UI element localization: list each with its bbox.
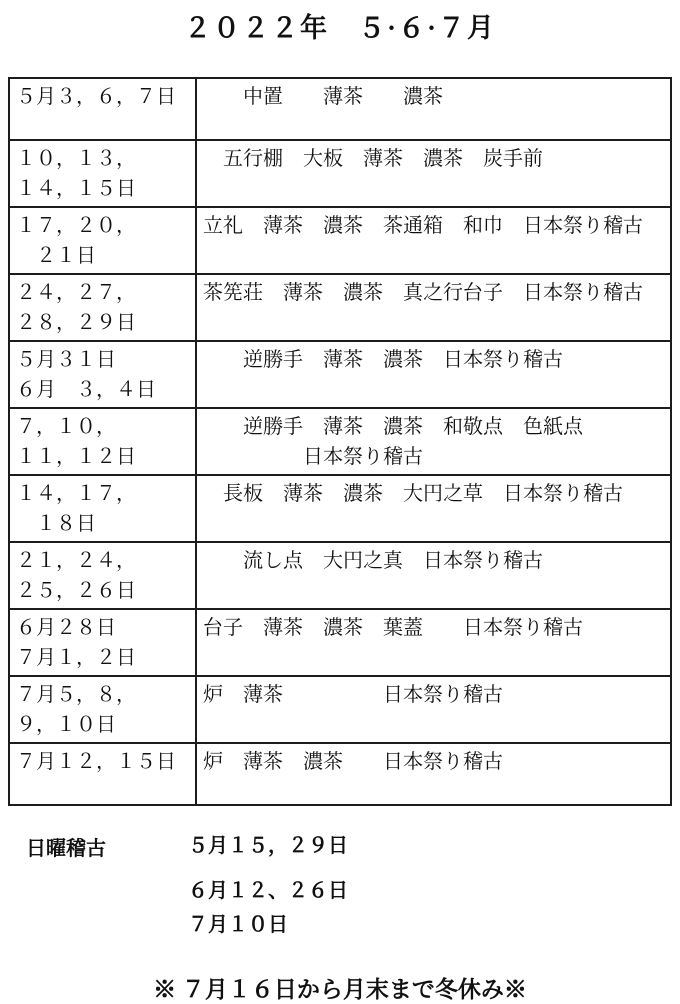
table-row [9, 408, 671, 475]
lesson-line: 台子 薄茶 濃茶 葉蓋 日本祭り稽古 [203, 617, 583, 639]
date-line: ９，１０日 [16, 714, 116, 736]
lesson-cell [196, 341, 671, 408]
date-cell [9, 140, 196, 207]
date-line: ２１，２４， [16, 550, 136, 572]
table-row [9, 140, 671, 207]
table-row [9, 676, 671, 743]
table-row [9, 78, 671, 140]
sunday-practice-dates [188, 832, 348, 939]
date-cell [9, 274, 196, 341]
lesson-line: 長板 薄茶 濃茶 大円之草 日本祭り稽古 [203, 483, 623, 505]
date-line: ５月３，６，７日 [16, 86, 176, 108]
lesson-line: 中置 薄茶 濃茶 [203, 86, 443, 108]
table-row [9, 274, 671, 341]
date-line: ５月３１日 [16, 349, 116, 371]
lesson-cell [196, 676, 671, 743]
date-cell [9, 676, 196, 743]
sunday-date-line-july: ７月１０日 [188, 914, 288, 936]
date-line: １０，１３， [16, 148, 136, 170]
sunday-date-line-may: ５月１５，２９日 [188, 835, 348, 857]
lesson-line: 炉 薄茶 日本祭り稽古 [203, 684, 503, 706]
lesson-line: 日本祭り稽古 [203, 446, 423, 468]
date-line: ６月 ３，４日 [16, 379, 156, 401]
date-line: １４，１７， [16, 483, 136, 505]
lesson-line: 五行棚 大板 薄茶 濃茶 炭手前 [203, 148, 543, 170]
date-line: ２８，２９日 [16, 312, 136, 334]
table-row [9, 207, 671, 274]
holiday-note: ※ ７月１６日から月末まで冬休み※ [153, 977, 527, 1002]
date-cell [9, 542, 196, 609]
date-line: ７月５，８， [16, 684, 136, 706]
lesson-cell [196, 609, 671, 676]
lesson-line: 逆勝手 薄茶 濃茶 日本祭り稽古 [203, 349, 563, 371]
lesson-cell [196, 743, 671, 805]
date-line: ７月１２，１５日 [16, 751, 176, 773]
table-row [9, 341, 671, 408]
schedule-table [8, 77, 672, 806]
date-line: １１，１２日 [16, 446, 136, 468]
lesson-line: 逆勝手 薄茶 濃茶 和敬点 色紙点 [203, 416, 583, 438]
date-line: ７月１，２日 [16, 647, 136, 669]
table-row [9, 609, 671, 676]
sunday-practice-section [26, 832, 680, 939]
date-line: ２４，２７， [16, 282, 136, 304]
table-row [9, 542, 671, 609]
lesson-cell [196, 475, 671, 542]
lesson-line: 立礼 薄茶 濃茶 茶通箱 和巾 日本祭り稽古 [203, 215, 643, 237]
date-cell [9, 475, 196, 542]
sunday-practice-label: 日曜稽古 [26, 838, 106, 860]
lesson-cell [196, 274, 671, 341]
table-row [9, 475, 671, 542]
date-line: ２５，２６日 [16, 580, 136, 602]
date-line: １４，１５日 [16, 178, 136, 200]
lesson-cell [196, 542, 671, 609]
lesson-cell [196, 207, 671, 274]
date-line: ２１日 [16, 245, 96, 267]
date-cell [9, 408, 196, 475]
lesson-cell [196, 408, 671, 475]
lesson-cell [196, 78, 671, 140]
date-cell [9, 609, 196, 676]
date-cell [9, 207, 196, 274]
page-title: ２０２２年 ５·６·７月 [183, 13, 496, 43]
date-line: ７，１０， [16, 416, 116, 438]
lesson-cell [196, 140, 671, 207]
table-row [9, 743, 671, 805]
schedule-table-body [9, 78, 671, 805]
lesson-line: 茶筅荘 薄茶 濃茶 真之行台子 日本祭り稽古 [203, 282, 643, 304]
date-line: １７，２０， [16, 215, 136, 237]
date-cell [9, 743, 196, 805]
date-line: ６月２８日 [16, 617, 116, 639]
date-cell [9, 341, 196, 408]
sunday-date-line-june: ６月１２、２６日 [188, 880, 348, 902]
lesson-line: 炉 薄茶 濃茶 日本祭り稽古 [203, 751, 503, 773]
date-cell [9, 78, 196, 140]
lesson-line: 流し点 大円之真 日本祭り稽古 [203, 550, 543, 572]
date-line: １８日 [16, 513, 96, 535]
